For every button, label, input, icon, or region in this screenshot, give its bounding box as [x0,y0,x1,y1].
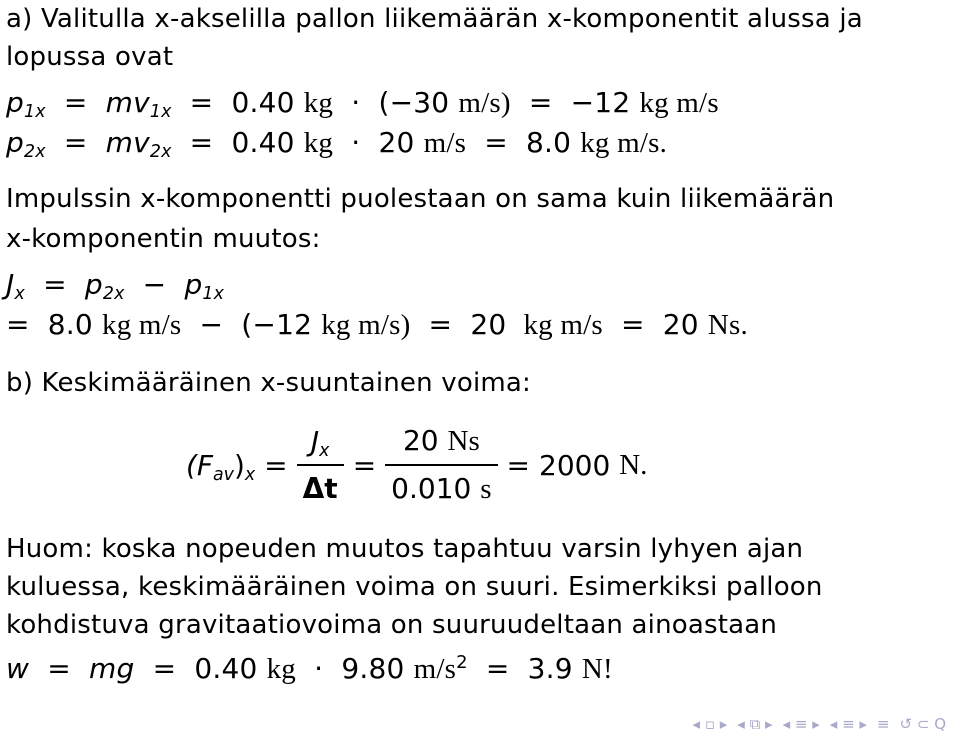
eq2-result: 8.0 [525,126,572,159]
force-sub: av [213,464,234,485]
note-line3: kohdistuva gravitaatiovoima on suuruudeltaan ainoastaan [6,610,778,640]
eq4-v4: 20 [662,308,699,341]
eq1-mv: mv [105,86,150,119]
eq3-p2: p [84,268,103,301]
weight-g-unit-base: m/s [413,653,457,685]
eq1-lhs: p [6,86,24,119]
equation-p1x: $p_{1x} = mv_{1x} = 0.40$ kg · (−30 m/s) = −12 kg m/s [6,86,719,123]
weight-mg: mg [89,652,135,685]
frac1-numerator-sub: x [319,441,330,462]
beamer-navigation [693,715,946,733]
eq4-v2: (−12 [241,308,313,341]
weight-g-unit [414,653,468,685]
eq2-mv-sub: 2x [149,142,172,163]
force-lhs [186,448,256,485]
weight-result: 3.9 [527,652,573,685]
frac1-numerator: J [310,425,320,458]
force-symbol: (F [186,448,214,482]
nav-frame-icon[interactable]: ◂ ⧉ ▸ [737,715,773,733]
frac2-numerator-value: 20 [402,424,439,457]
nav-left-arrow-icon[interactable]: ◂ ▫ ▸ [692,715,728,733]
note-line1: Huom: koska nopeuden muutos tapahtuu varsin lyhyen ajan [6,534,804,564]
eq3-p1: p [184,268,203,301]
eq2-lhs-sub: 2x [23,142,46,163]
eq2-velocity-unit: m/s [423,127,467,159]
equation-p2x: $p_{2x} = mv_{2x} = 0.40$ kg · 20 m/s = 8.0 kg m/s. [6,126,668,163]
eq4-u4: Ns. [707,309,748,341]
equation-weight: w = mg = 0.40 kg · 9.80 $m/s^2 = 3.9$ N! [6,652,613,685]
part-a-intro-line2: lopussa ovat [6,42,174,72]
fraction-values [385,424,497,506]
eq2-velocity: 20 [378,126,415,159]
impulse-line2: x-komponentin muutos: [6,224,321,254]
nav-search-icon[interactable]: ↺ ⊂ Q [899,715,946,733]
eq3-p2-sub: 2x [102,284,125,305]
eq3-p1-sub: 1x [202,284,225,305]
weight-result-unit: N! [581,653,613,685]
weight-symbol: w [6,652,30,685]
eq4-v3: 20 [470,308,507,341]
nav-section-icon[interactable]: ◂ ≡ ▸ [782,715,820,733]
part-a-intro-line1: a) Valitulla x-akselilla pallon liikemäärän x-komponentit alussa ja [6,4,863,34]
eq1-velocity: (−30 [378,86,450,119]
eq1-velocity-unit: m/s) [458,87,511,119]
eq2-mv: mv [105,126,150,159]
eq4-v1: 8.0 [47,308,93,341]
eq4-u2: kg m/s) [321,309,411,341]
eq1-mass-unit: kg [303,87,334,119]
average-force-equation: $(F_{av})_x$ = $\frac{J_x}{\Delta t}$ = $\frac{20 Ns}{0.010 s}$ = 2000 N. [186,424,648,505]
eq4-u1: kg m/s [102,309,182,341]
eq2-mass-unit: kg [303,127,334,159]
part-b-intro: b) Keskimääräinen x-suuntainen voima: [6,368,532,398]
frac2-denominator-unit: s [480,473,492,505]
nav-subsection-icon[interactable]: ◂ ≡ ▸ [829,715,867,733]
equation-jx-value: = 8.0 kg m/s − (−12 kg m/s) = 20 kg m/s = 20 Ns. [6,308,748,341]
eq1-result-unit: kg m/s [639,87,719,119]
eq3-J-sub: x [14,284,25,305]
eq1-result: −12 [570,86,631,119]
frac2-denominator-value: 0.010 [391,472,472,505]
eq2-lhs: p [6,126,24,159]
force-result-value: 2000 [539,448,611,482]
note-line2: kuluessa, keskimääräinen voima on suuri. Esimerkiksi palloon [6,572,823,602]
force-result-unit: N. [619,448,648,481]
eq1-lhs-sub: 1x [23,102,46,123]
nav-align-icon[interactable]: ≡ [876,715,890,733]
eq1-mass: 0.40 [231,86,295,119]
equation-jx: $J_x = p_{2x} - p_{1x}$ [6,268,225,305]
fraction-jx-over-dt [297,425,344,505]
weight-g: 9.80 [341,652,405,685]
impulse-line1: Impulssin x-komponentti puolestaan on sama kuin liikemäärän [6,184,835,214]
frac2-numerator-unit: Ns [447,425,480,457]
force-close-sub: x [244,464,256,485]
eq2-result-unit: kg m/s. [580,127,668,159]
weight-mass: 0.40 [194,652,258,685]
force-close-paren: ) [233,448,245,482]
weight-mass-unit: kg [266,653,297,685]
eq3-J: J [6,268,15,301]
eq2-mass: 0.40 [231,126,295,159]
frac1-denominator: Δt [302,472,338,505]
eq4-u3: kg m/s [523,309,603,341]
weight-g-unit-exp: 2 [456,652,468,674]
eq1-mv-sub: 1x [149,102,172,123]
